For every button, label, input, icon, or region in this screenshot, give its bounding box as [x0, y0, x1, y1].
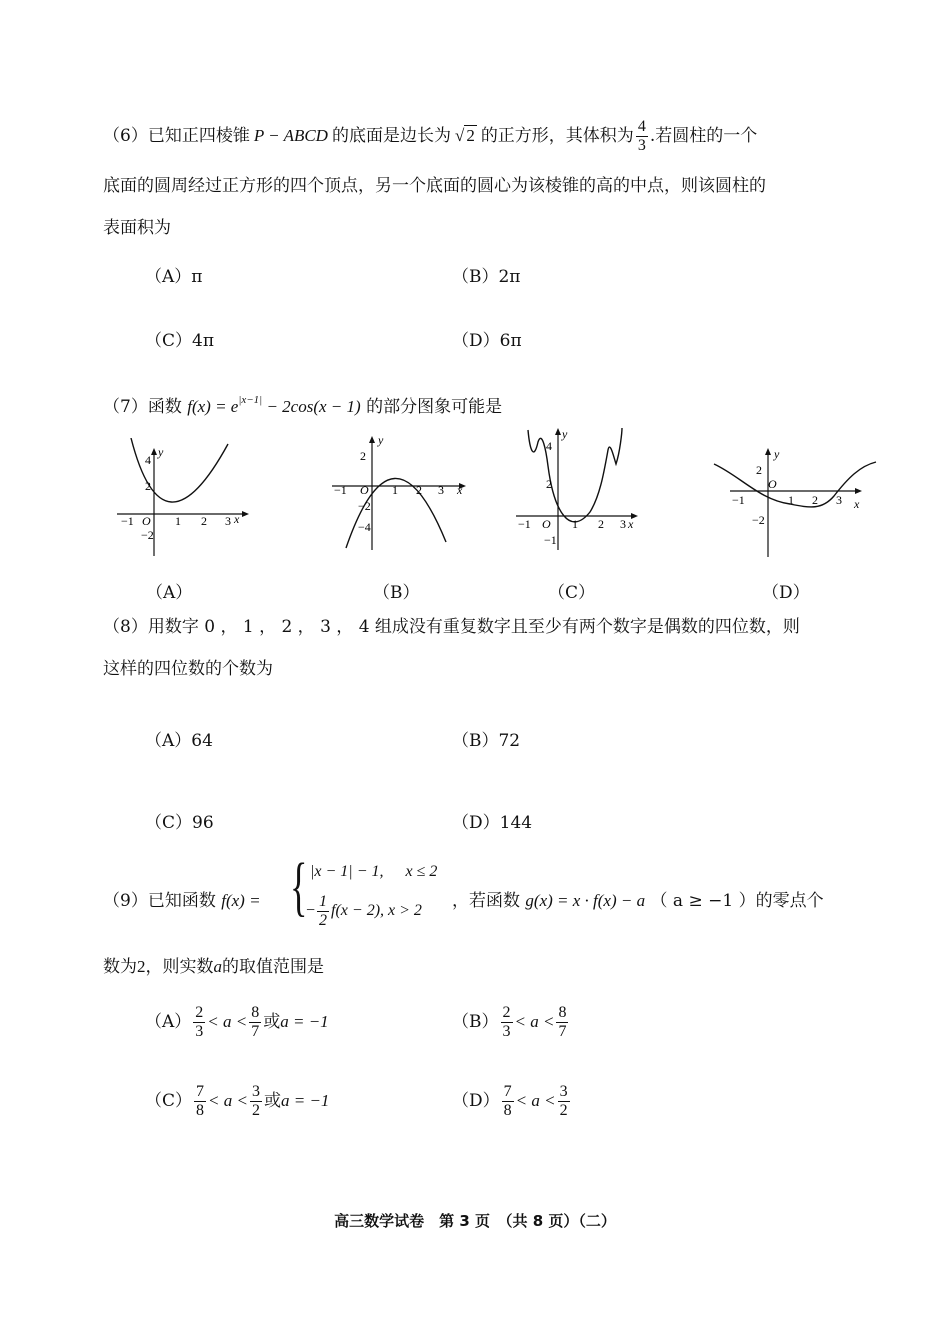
- graph-d-tick: 1: [788, 493, 794, 507]
- q6-line2: 底面的圆周经过正方形的四个顶点，另一个底面的圆心为该棱锥的高的中点，则该圆柱的: [103, 176, 766, 196]
- graph-c-x: x: [628, 517, 634, 531]
- q8-option-d: （D）144: [452, 813, 533, 833]
- graph-b-tick: 2: [360, 449, 366, 463]
- q9-option-d: （D） $\frac{7}{8}$ < a < $\frac{3}{2}$: [452, 1083, 568, 1119]
- graph-a-tick: 3: [225, 514, 231, 528]
- graph-caption-d: （D）: [762, 583, 810, 603]
- graph-b-tick: −2: [358, 499, 371, 513]
- graph-b-tick: 2: [416, 483, 422, 497]
- graph-c-tick: −1: [518, 517, 531, 531]
- graph-c-tick: 2: [546, 477, 552, 491]
- q8-line1: （8）用数字 0 ， 1 ， 2 ， 3 ， 4 组成没有重复数字且至少有两个数字是偶数的四位数，则: [103, 617, 800, 637]
- graph-d-y: y: [774, 447, 780, 461]
- q6-option-c: （C）4π: [145, 331, 214, 351]
- graph-caption-a: （A）: [146, 583, 193, 603]
- graph-c-tick: 3: [620, 517, 626, 531]
- graph-b-tick: 3: [438, 483, 444, 497]
- q9-case1: |x − 1| − 1, x ≤ 2: [310, 863, 438, 880]
- q9-option-b: （B） $\frac{2}{3}$ < a < $\frac{8}{7}$: [452, 1004, 567, 1040]
- graph-caption-b: （B）: [373, 583, 420, 603]
- graph-b-tick: 1: [392, 483, 398, 497]
- graph-d-tick: 3: [836, 493, 842, 507]
- graph-caption-c: （C）: [548, 583, 596, 603]
- graph-b-tick: −1: [334, 483, 347, 497]
- q7-line: （7）函数 $f(x) = e^{|x-1|} - 2\cos(x - 1)$ 的部分图象可能是: [103, 394, 503, 417]
- graph-c-y: y: [562, 427, 568, 441]
- graph-d-tick: 2: [756, 463, 762, 477]
- graph-c-tick: 2: [598, 517, 604, 531]
- q9-case2: − $\frac{1}{2}$ f(x − 2), x > 2: [306, 893, 422, 929]
- graph-c: [510, 422, 645, 552]
- graph-a-tick: 2: [145, 479, 151, 493]
- graph-c-tick: −1: [544, 533, 557, 547]
- q6-option-b: （B）2π: [452, 267, 521, 287]
- graph-a: [113, 438, 253, 558]
- graph-d: [710, 444, 882, 559]
- q9-brace: {: [290, 850, 308, 923]
- graph-b-tick: −4: [358, 520, 371, 534]
- graph-d-tick: −1: [732, 493, 745, 507]
- graph-c-origin: O: [542, 517, 551, 531]
- q6-option-d: （D）6π: [452, 331, 522, 351]
- q8-option-c: （C）96: [145, 813, 214, 833]
- q9-tail: ，若函数 g(x) = x · f(x) − a （ a ≥ −1 ）的零点个: [452, 891, 824, 911]
- q9-option-a: （A） $\frac{2}{3}$ < a < $\frac{8}{7}$ 或a = −1: [145, 1004, 329, 1040]
- graph-a-tick: −2: [141, 528, 154, 542]
- graph-c-tick: 1: [572, 517, 578, 531]
- graph-a-origin: O: [142, 514, 151, 528]
- graph-d-x: x: [854, 497, 860, 511]
- graph-b-y: y: [378, 433, 384, 447]
- q9-line2: 数为2，则实数a的取值范围是: [103, 957, 324, 977]
- graph-d-tick: −2: [752, 513, 765, 527]
- volume-fraction: $\frac{4}{3}$: [637, 118, 646, 154]
- graph-d-tick: 2: [812, 493, 818, 507]
- graph-a-tick: 4: [145, 453, 151, 467]
- q8-line2: 这样的四位数的个数为: [103, 659, 273, 679]
- graph-c-tick: 4: [546, 439, 552, 453]
- graph-a-tick: −1: [121, 514, 134, 528]
- q6-option-a: （A）π: [145, 267, 203, 287]
- graph-a-tick: 2: [201, 514, 207, 528]
- graph-b: [328, 432, 473, 552]
- q9-prefix: （9）已知函数 f(x) =: [103, 891, 261, 911]
- q6-line1: （6）已知正四棱锥 P − ABCD 的底面是边长为 √ 2 的正方形，其体积为 $\frac{4}{3}$ .若圆柱的一个: [103, 118, 758, 154]
- q6-line3: 表面积为: [103, 218, 171, 238]
- graph-b-x: x: [457, 483, 463, 497]
- q8-option-b: （B）72: [452, 731, 521, 751]
- graph-a-x: x: [234, 512, 240, 526]
- q8-option-a: （A）64: [145, 731, 213, 751]
- graph-d-origin: O: [768, 477, 777, 491]
- page-footer: 高三数学试卷 第 3 页 （共 8 页）（二）: [334, 1212, 616, 1230]
- graph-a-y: y: [158, 445, 164, 459]
- graph-b-origin: O: [360, 483, 369, 497]
- q9-option-c: （C） $\frac{7}{8}$ < a < $\frac{3}{2}$ 或a = −1: [145, 1083, 330, 1119]
- graph-a-tick: 1: [175, 514, 181, 528]
